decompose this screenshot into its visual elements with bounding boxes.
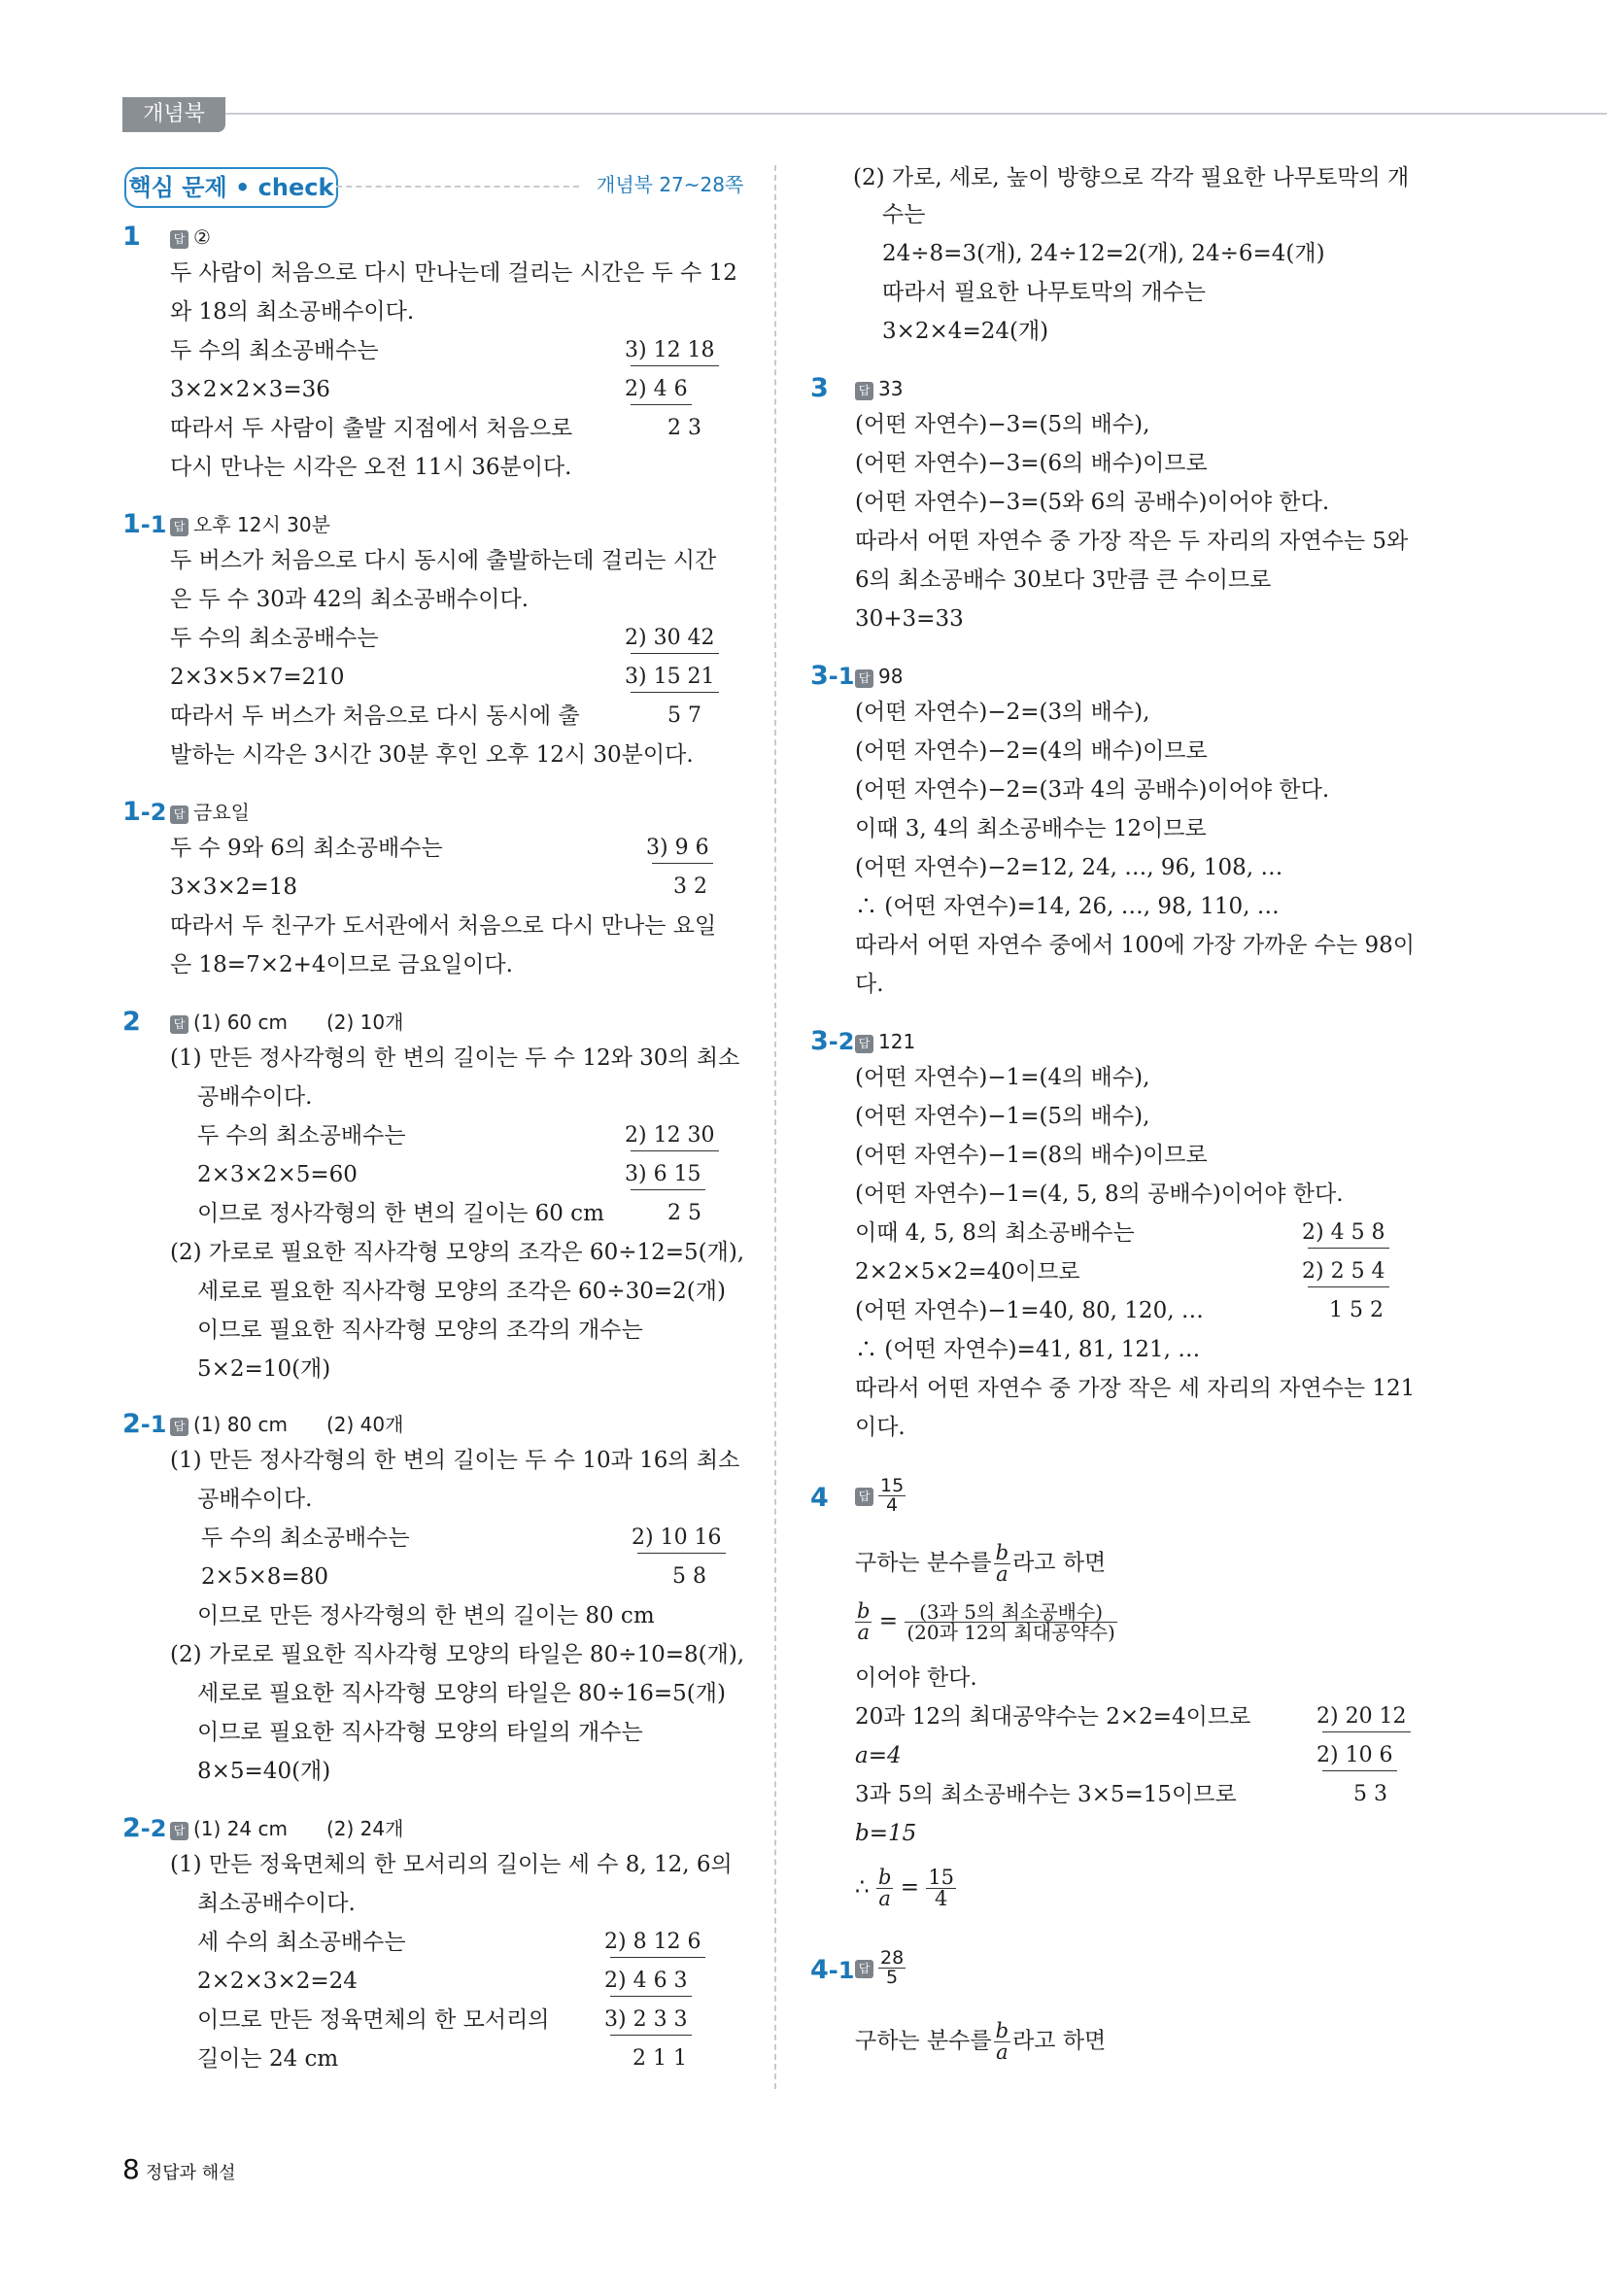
text-line: (어떤 자연수)−3=(5의 배수), — [855, 412, 1150, 437]
answer-line: 답 $\frac{15}{4}$ — [855, 1477, 906, 1515]
text-line: 발하는 시각은 3시간 30분 후인 오후 12시 30분이다. — [170, 742, 694, 768]
division-row: 2) 20 12 — [1316, 1702, 1407, 1731]
text-line: 세 수의 최소공배수는 — [197, 1930, 406, 1955]
division-row: 2) 4 6 3 — [604, 1967, 688, 1996]
text-line: 최소공배수이다. — [197, 1891, 356, 1916]
text-line: 따라서 어떤 자연수 중에서 100에 가장 가까운 수는 98이 — [855, 933, 1416, 958]
text-line: 두 수의 최소공배수는 — [197, 1123, 406, 1148]
division-row: 3) 2 3 3 — [604, 2005, 688, 2035]
equation-line: $\frac{b}{a}$ = $\frac{\text{(3과 5의 최소공배수)}}{\text{(20과 12의 최대공약수)}}$ — [857, 1599, 1115, 1644]
text-line: 8×5=40(개) — [197, 1759, 331, 1784]
text-line: (어떤 자연수)−1=(4, 5, 8의 공배수)이어야 한다. — [855, 1182, 1344, 1207]
division-row: 2) 10 16 — [632, 1524, 722, 1553]
text-line: 24÷8=3(개), 24÷12=2(개), 24÷6=4(개) — [882, 241, 1325, 266]
text-line: b=15 — [855, 1821, 917, 1846]
text-line: 따라서 필요한 나무토막의 개수는 — [882, 280, 1206, 305]
header-divider — [336, 186, 579, 188]
problem-number: 1-2 — [122, 797, 167, 827]
text-line: (어떤 자연수)−2=(3의 배수), — [855, 700, 1150, 725]
text-line: (2) 가로, 세로, 높이 방향으로 각각 필요한 나무토막의 개 — [853, 165, 1410, 190]
text-line: (1) 만든 정사각형의 한 변의 길이는 두 수 12와 30의 최소 — [170, 1045, 740, 1071]
answer-line: 답 (1) 60 cm (2) 10개 — [170, 1009, 403, 1036]
text-line: 이므로 필요한 직사각형 모양의 조각의 개수는 — [197, 1318, 643, 1343]
text-line: 두 수 9와 6의 최소공배수는 — [170, 836, 443, 861]
text-line: 이므로 정사각형의 한 변의 길이는 60 cm — [197, 1201, 604, 1226]
division-row: 2) 4 5 8 — [1302, 1218, 1385, 1248]
text-line: 수는 — [882, 202, 926, 227]
text-line: 세로로 필요한 직사각형 모양의 타일은 80÷16=5(개) — [197, 1681, 726, 1706]
division-quotient: 2 5 — [667, 1201, 701, 1225]
text-line: (어떤 자연수)−1=(8의 배수)이므로 — [855, 1143, 1208, 1168]
text-line: 세로로 필요한 직사각형 모양의 조각은 60÷30=2(개) — [197, 1279, 726, 1304]
division-quotient: 2 3 — [667, 416, 701, 440]
answer-line: 답 ② — [170, 223, 211, 251]
division-row: 2) 4 6 — [625, 375, 688, 404]
footer-label: 정답과 해설 — [145, 2163, 236, 2183]
problem-number: 1-1 — [122, 509, 167, 539]
answer-line: 답 121 — [855, 1028, 915, 1055]
division-row: 3) 15 21 — [625, 663, 715, 692]
text-line: 두 버스가 처음으로 다시 동시에 출발하는데 걸리는 시간 — [170, 548, 717, 573]
division-quotient: 2 1 1 — [633, 2046, 687, 2071]
text-line: ∴ (어떤 자연수)=41, 81, 121, … — [855, 1337, 1201, 1362]
division-row: 2) 10 6 — [1316, 1741, 1393, 1770]
division-row: 2) 12 30 — [625, 1121, 715, 1150]
result-line: ∴ $\frac{b}{a}$ = $\frac{15}{4}$ — [855, 1866, 955, 1910]
problem-number: 2-1 — [122, 1409, 167, 1439]
division-row: 2) 2 5 4 — [1302, 1257, 1385, 1286]
problem-number: 2 — [122, 1007, 141, 1037]
section-tag: 개념북 — [122, 97, 225, 132]
text-line: 이때 4, 5, 8의 최소공배수는 — [855, 1220, 1135, 1246]
division-row: 3) 12 18 — [625, 336, 715, 365]
page-footer — [122, 2153, 236, 2185]
column-divider — [774, 165, 776, 2089]
text-line: (1) 만든 정사각형의 한 변의 길이는 두 수 10과 16의 최소 — [170, 1448, 740, 1473]
answer-line: 답 오후 12시 30분 — [170, 511, 330, 538]
text-line: 따라서 두 버스가 처음으로 다시 동시에 출 — [170, 703, 580, 729]
division-row: 2) 8 12 6 — [604, 1928, 701, 1957]
text-line: 3×2×4=24(개) — [882, 319, 1049, 344]
text-line: 따라서 두 사람이 출발 지점에서 처음으로 — [170, 416, 573, 441]
answer-line: 답 금요일 — [170, 799, 250, 826]
answer-line: 답 (1) 24 cm (2) 24개 — [170, 1815, 403, 1842]
problem-number: 3 — [810, 373, 829, 403]
division-row: 2) 30 42 — [625, 624, 715, 653]
text-line: 이므로 만든 정육면체의 한 모서리의 — [197, 2007, 550, 2033]
reference-pages: 개념북 27~28쪽 — [597, 173, 744, 196]
text-line: (어떤 자연수)−2=(3과 4의 공배수)이어야 한다. — [855, 777, 1330, 803]
text-line: 구하는 분수를 $\frac{b}{a}$ 라고 하면 — [855, 2019, 1107, 2064]
text-line: (어떤 자연수)−3=(5와 6의 공배수)이어야 한다. — [855, 490, 1330, 515]
text-line: 2×3×5×7=210 — [170, 665, 345, 690]
text-line: 길이는 24 cm — [197, 2046, 339, 2072]
text-line: (2) 가로로 필요한 직사각형 모양의 타일은 80÷10=8(개), — [170, 1642, 745, 1667]
answer-line: 답 (1) 80 cm (2) 40개 — [170, 1411, 403, 1438]
text-line: 3과 5의 최소공배수는 3×5=15이므로 — [855, 1782, 1237, 1807]
text-line: (어떤 자연수)−2=(4의 배수)이므로 — [855, 738, 1208, 764]
text-line: 2×5×8=80 — [201, 1564, 328, 1590]
section-header: 핵심 문제 • check — [124, 167, 338, 208]
text-line: 2×2×5×2=40이므로 — [855, 1259, 1080, 1285]
text-line: 6의 최소공배수 30보다 3만큼 큰 수이므로 — [855, 567, 1272, 593]
text-line: 두 수의 최소공배수는 — [170, 338, 379, 363]
text-line: 이므로 만든 정사각형의 한 변의 길이는 80 cm — [197, 1603, 655, 1628]
division-quotient: 5 8 — [672, 1564, 706, 1589]
text-line: 와 18의 최소공배수이다. — [170, 299, 415, 325]
division-row: 3) 6 15 — [625, 1160, 701, 1189]
text-line: 두 수의 최소공배수는 — [170, 626, 379, 651]
text-line: 3×3×2=18 — [170, 874, 297, 900]
text-line: ∴ (어떤 자연수)=14, 26, …, 98, 110, … — [855, 894, 1280, 919]
text-line: 두 수의 최소공배수는 — [201, 1525, 410, 1551]
problem-number: 2-2 — [122, 1813, 167, 1843]
text-line: 은 두 수 30과 42의 최소공배수이다. — [170, 587, 530, 612]
text-line: 공배수이다. — [197, 1487, 313, 1512]
text-line: 구하는 분수를 $\frac{b}{a}$ 라고 하면 — [855, 1541, 1107, 1586]
text-line: 3×2×2×3=36 — [170, 377, 330, 402]
problem-number: 4 — [810, 1483, 829, 1513]
text-line: 2×3×2×5=60 — [197, 1162, 358, 1187]
text-line: 20과 12의 최대공약수는 2×2=4이므로 — [855, 1704, 1251, 1730]
division-quotient: 3 2 — [673, 874, 707, 899]
problem-number: 3-1 — [810, 661, 855, 691]
problem-number: 1 — [122, 222, 141, 252]
division-quotient: 5 7 — [667, 703, 701, 728]
text-line: 30+3=33 — [855, 606, 964, 632]
answer-line: 답 33 — [855, 375, 903, 402]
text-line: 은 18=7×2+4이므로 금요일이다. — [170, 952, 513, 977]
division-quotient: 5 3 — [1353, 1782, 1387, 1806]
text-line: (어떤 자연수)−3=(6의 배수)이므로 — [855, 451, 1208, 476]
division-quotient: 1 5 2 — [1329, 1298, 1384, 1322]
text-line: (어떤 자연수)−1=40, 80, 120, … — [855, 1298, 1204, 1323]
text-line: 이어야 한다. — [855, 1665, 977, 1691]
text-line: (어떤 자연수)−1=(4의 배수), — [855, 1065, 1150, 1090]
text-line: (어떤 자연수)−1=(5의 배수), — [855, 1104, 1150, 1129]
division-row: 3) 9 6 — [646, 834, 709, 863]
text-line: (어떤 자연수)−2=12, 24, …, 96, 108, … — [855, 855, 1283, 880]
text-line: (2) 가로로 필요한 직사각형 모양의 조각은 60÷12=5(개), — [170, 1240, 745, 1265]
page-number: 8 — [122, 2153, 140, 2185]
text-line: 따라서 어떤 자연수 중 가장 작은 세 자리의 자연수는 121 — [855, 1376, 1416, 1401]
text-line: 이다. — [855, 1415, 906, 1440]
text-line: 따라서 두 친구가 도서관에서 처음으로 다시 만나는 요일 — [170, 913, 717, 939]
text-line: a=4 — [855, 1743, 902, 1768]
text-line: 두 사람이 처음으로 다시 만나는데 걸리는 시간은 두 수 12 — [170, 260, 737, 286]
text-line: 2×2×3×2=24 — [197, 1969, 358, 1994]
answer-line: 답 $\frac{28}{5}$ — [855, 1949, 906, 1987]
text-line: 이므로 필요한 직사각형 모양의 타일의 개수는 — [197, 1720, 643, 1745]
text-line: 5×2=10(개) — [197, 1356, 331, 1382]
problem-number: 4-1 — [810, 1955, 855, 1985]
tag-rule — [225, 113, 1607, 115]
text-line: 공배수이다. — [197, 1084, 313, 1110]
text-line: 이때 3, 4의 최소공배수는 12이므로 — [855, 816, 1207, 841]
text-line: 다시 만나는 시각은 오전 11시 36분이다. — [170, 455, 572, 480]
text-line: 다. — [855, 972, 884, 997]
text-line: (1) 만든 정육면체의 한 모서리의 길이는 세 수 8, 12, 6의 — [170, 1852, 733, 1877]
answer-line: 답 98 — [855, 663, 903, 690]
problem-number: 3-2 — [810, 1026, 855, 1056]
text-line: 따라서 어떤 자연수 중 가장 작은 두 자리의 자연수는 5와 — [855, 529, 1409, 554]
